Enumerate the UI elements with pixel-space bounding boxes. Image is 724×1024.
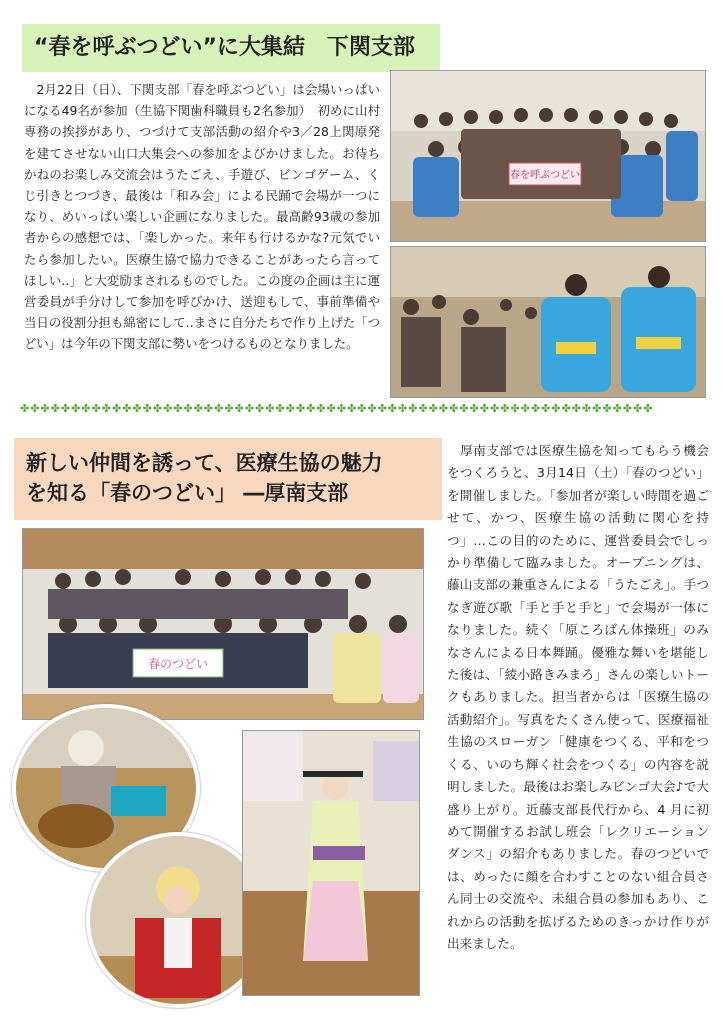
photo-shimonoseki-group bbox=[390, 70, 706, 242]
section1-body: 2月22日（日）、下関支部「春を呼ぶつどい」は会場いっぱいになる49名が参加（生協下関歯科職員も2名参加） 初めに山村専務の挨拶があり、つづけて支部活動の紹介や3／28上関原発を建てさせない山口大集会への参加をよびかけました。お待ちかねのお楽しみ交流会はうたごえ、手遊び、ビンゴゲーム、くじ引きとつづき、最後は「和み会」による民踊で会場が一つになり、めいっぱい楽しい企画になりました。最高齢93歳の参加者からの感想では、「楽しかった。来年も行けるかな?元気でいたら参加したい。医療生協で協力できることがあったら言ってほしい‥」と大変励まされるものでした。この度の企画は主に運営委員が手分けして参加を呼びかけ、送迎もして、事前準備や当日の役割分担も綿密にして‥まさに自分たちで作り上げた「つどい」は今年の下関支部に勢いをつけるものとなりました。 bbox=[24, 82, 380, 352]
photo3-banner: 春のつどい bbox=[147, 657, 209, 671]
photo-kotou-group bbox=[22, 528, 424, 720]
section1-title: “春を呼ぶつどい”に大集結 下関支部 bbox=[22, 24, 440, 72]
photo1-banner: 春を呼ぶつどい bbox=[510, 170, 580, 181]
photo-japanese-dancer bbox=[242, 730, 420, 996]
section2-title-line1: 新しい仲間を誘って、医療生協の魅力 bbox=[26, 451, 383, 475]
section-divider: ✤✤✤✤✤✤✤✤✤✤✤✤✤✤✤✤✤✤✤✤✤✤✤✤✤✤✤✤✤✤✤✤✤✤✤✤✤✤✤✤✤✤✤✤✤✤✤✤✤✤✤✤✤✤✤✤✤✤✤✤✤✤ bbox=[20, 402, 654, 415]
section2-title-line2: を知る「春のつどい」 ―厚南支部 bbox=[26, 481, 349, 505]
section2-title bbox=[14, 438, 442, 520]
photo-shimonoseki-dance bbox=[390, 246, 706, 398]
section2-body: 厚南支部では医療生協を知ってもらう機会をつくろうと、3月14日（土）「春のつどい」を開催しました。「参加者が楽しい時間を過ごせて、かつ、医療生協の活動に関心を持つ」…この目的のために、運営委員会でしっかり準備して臨みました。オープニングは、藤山支部の兼重さんによる「うたごえ」。手つなぎ遊び歌「手と手と手と」で会場が一体になりました。続く「原ころばん体操班」のみなさんによる日本舞踊。優雅な舞いを堪能した後は、「綾小路きみまろ」さんの楽しいトークもありました。担当者からは「医療生協の活動紹介」。写真をたくさん使って、医療福祉生協のスローガン「健康をつくる、平和をつくる、いのち輝く社会をつくる」の内容を説明しました。最後はお楽しみビンゴ大会♪で大盛り上がり。近藤支部長代行から、4 月に初めて開催するお試し班会「レクリエーションダンス」の紹介もありました。春のつどいでは、めったに顔を合わすことのない組合員さん同士の交流や、未組合員の参加もあり、これからの活動を拡げるためのきっかけ作りが出来ました。 bbox=[447, 443, 709, 951]
